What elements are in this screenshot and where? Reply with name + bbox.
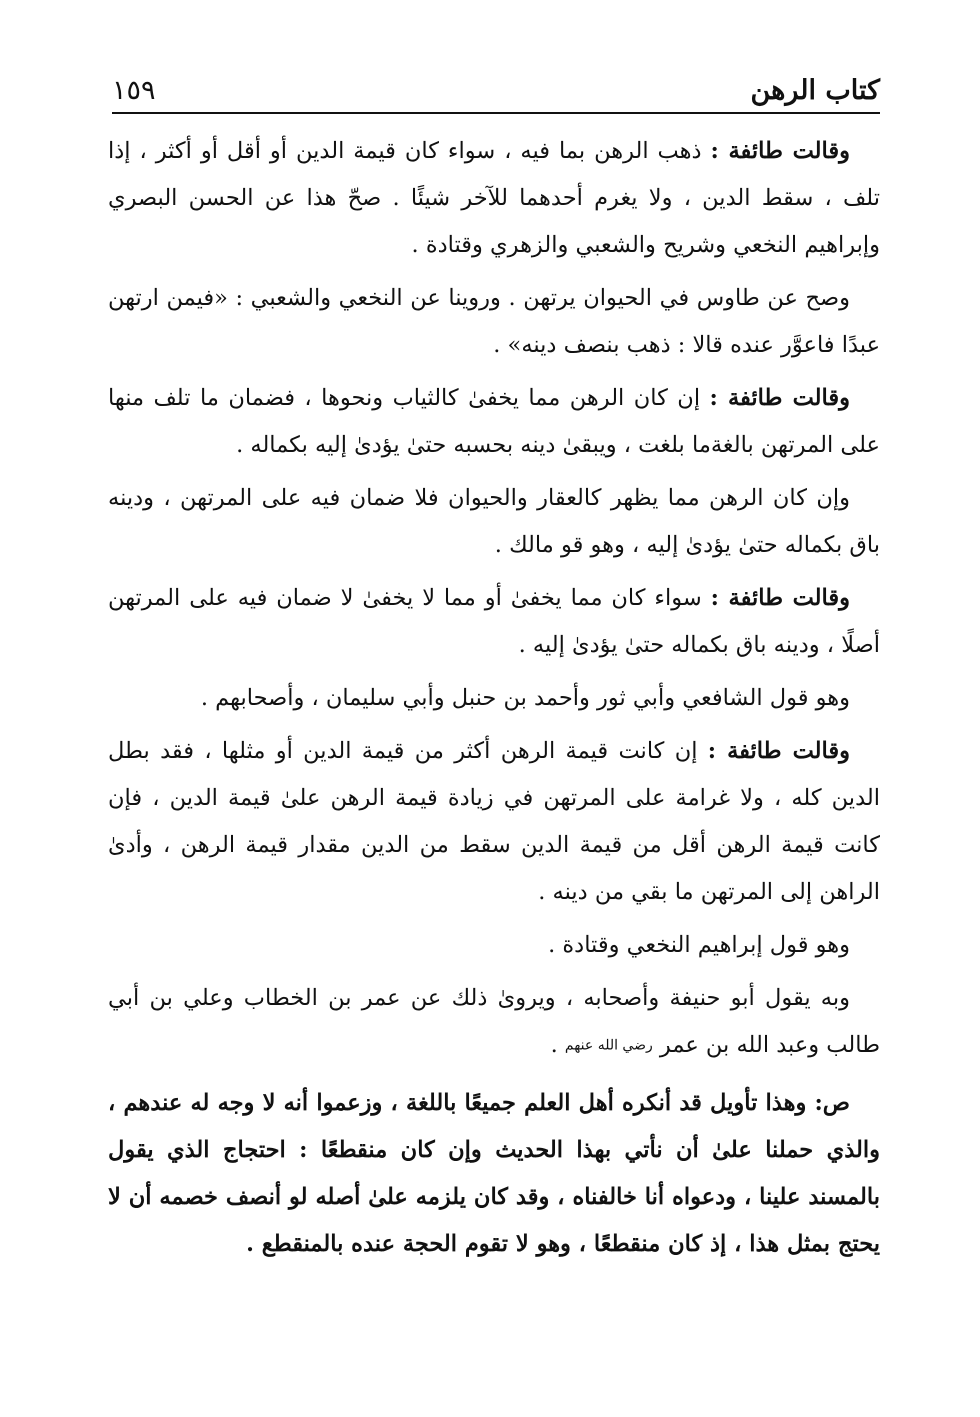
paragraph-lead: وقالت طائفة : xyxy=(710,585,850,611)
paragraph-2 xyxy=(108,275,880,369)
paragraph-1 xyxy=(108,128,880,269)
paragraph-text: وصح عن طاوس في الحيوان يرتهن . وروينا عن النخعي والشعبي : «فيمن ارتهن عبدًا فاعوَّر عنده قالا : ذهب بنصف دينه» . xyxy=(108,285,880,358)
paragraph-6 xyxy=(108,675,880,722)
paragraph-text: وإن كان الرهن مما يظهر كالعقار والحيوان فلا ضمان فيه على المرتهن ، ودينه باق بكماله حتىٰ يؤدىٰ إليه ، وهو قو مالك . xyxy=(108,485,880,558)
paragraph-9 xyxy=(108,975,880,1070)
paragraph-lead: وقالت طائفة : xyxy=(709,385,850,411)
paragraph-text: سواء كان مما يخفىٰ أو مما لا يخفىٰ لا ضمان فيه على المرتهن أصلًا ، ودينه باق بكماله حتىٰ يؤدىٰ إليه . xyxy=(108,585,880,658)
paragraph-lead: وقالت طائفة : xyxy=(710,138,850,164)
paragraph-tail: . xyxy=(550,1032,565,1058)
paragraph-3 xyxy=(108,375,880,469)
paragraph-text: ذهب الرهن بما فيه ، سواء كان قيمة الدين أو أقل أو أكثر ، إذا تلف ، سقط الدين ، ولا يغرم أحدهما للآخر شيئًا . صحّ هذا عن الحسن البصري وإبراهيم النخعي وشريح والشعبي والزهري وقتادة . xyxy=(108,138,880,258)
page-body xyxy=(108,128,880,1274)
page-header xyxy=(112,60,880,114)
paragraph-text: إن كانت قيمة الرهن أكثر من قيمة الدين أو مثلها ، فقد بطل الدين كله ، ولا غرامة على المرتهن في زيادة قيمة الرهن علىٰ قيمة الدين ، فإن كانت قيمة الرهن أقل من قيمة الدين سقط من الدين مقدار قيمة الرهن ، وأدىٰ الراهن إلى المرتهن ما بقي من دينه . xyxy=(108,738,880,905)
paragraph-text: وبه يقول أبو حنيفة وأصحابه ، ويروىٰ ذلك عن عمر بن الخطاب وعلي بن أبي طالب وعبد الله بن عمر xyxy=(108,985,880,1058)
paragraph-text: وهو قول الشافعي وأبي ثور وأحمد بن حنبل وأبي سليمان ، وأصحابهم . xyxy=(200,685,850,711)
honorific-glyph: رضي الله عنهم xyxy=(564,1037,653,1054)
page-number: ١٥٩ xyxy=(112,75,156,106)
paragraph-4 xyxy=(108,475,880,569)
paragraph-5 xyxy=(108,575,880,669)
chapter-title: كتاب الرهن xyxy=(750,75,880,106)
paragraph-8 xyxy=(108,922,880,969)
paragraph-text: وهو قول إبراهيم النخعي وقتادة . xyxy=(548,932,850,958)
paragraph-lead: وقالت طائفة : xyxy=(707,738,850,764)
paragraph-7 xyxy=(108,728,880,916)
commentary-paragraph: ص: وهذا تأويل قد أنكره أهل العلم جميعًا باللغة ، وزعموا أنه لا وجه له عندهم ، والذي حملنا علىٰ أن نأتي بهذا الحديث وإن كان منقطعًا : احتجاج الذي يقول بالمسند علينا ، ودعواه أنا خالفناه ، وقد كان يلزمه علىٰ أصله لو أنصف خصمه أن لا يحتج بمثل هذا ، إذ كان منقطعًا ، وهو لا تقوم الحجة عنده بالمنقطع . xyxy=(108,1089,880,1257)
paragraph-text: إن كان الرهن مما يخفىٰ كالثياب ونحوها ، فضمان ما تلف منها على المرتهن بالغةما بلغت ، ويبقىٰ دينه بحسبه حتىٰ يؤدىٰ إليه بكماله . xyxy=(108,385,880,458)
